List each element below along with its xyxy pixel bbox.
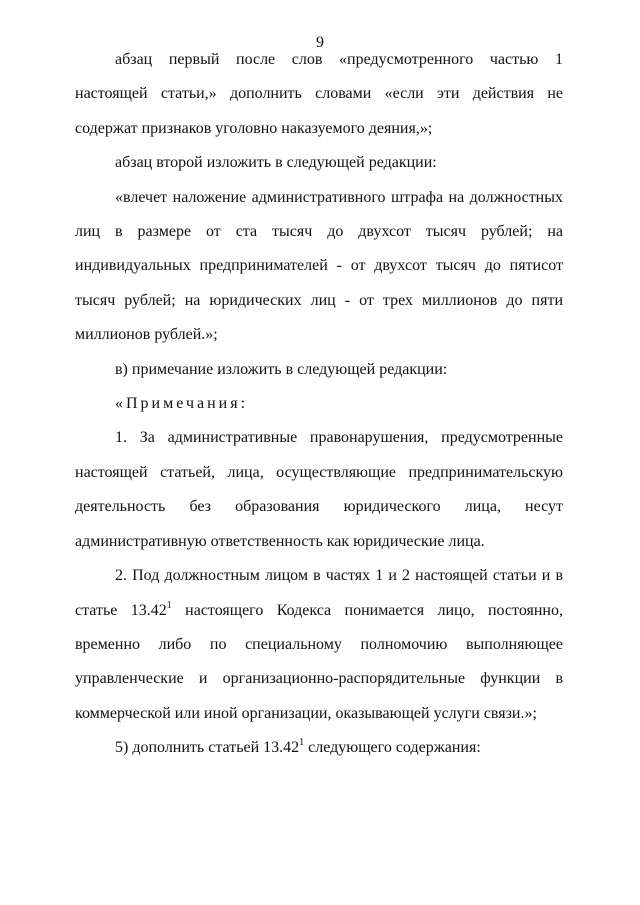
note-1-line-2: настоящей статьей, лица, осуществляющие предпринимательскую bbox=[75, 463, 563, 481]
paragraph-notes-heading: «Примечания: bbox=[115, 395, 249, 413]
paragraph-note-1 bbox=[75, 421, 563, 559]
add-article-text-end: следующего содержания: bbox=[304, 739, 481, 757]
page-number: 9 bbox=[316, 34, 324, 51]
document-body bbox=[75, 43, 563, 766]
paragraph-note-intro: в) примечание изложить в следующей редакции: bbox=[115, 360, 448, 378]
note-2-text-start: 2. Под должностным лицом в частях 1 и 2 настоящей статьи и в статье 13.42 bbox=[75, 567, 563, 619]
paragraph-fine-text: «влечет наложение административного штрафа на должностных лиц в размере от ста тысяч до двухсот тысяч рублей; на индивидуальных предпринимателей - от двухсот тысяч до пятисот тысяч рублей; на юридических лиц - от трех миллионов до пяти миллионов рублей.»; bbox=[75, 188, 563, 344]
note-1-line-3: деятельность без образования юридического лица, несут bbox=[75, 498, 563, 516]
paragraph-amend-first-abzac: абзац первый после слов «предусмотренного частью 1 настоящей статьи,» дополнить словами «если эти действия не содержат признаков уголовно наказуемого деяния,»; bbox=[75, 51, 563, 137]
note-2-text-end: настоящего Кодекса понимается лицо, постоянно, временно либо по специальному полномочию выполняющее управленческие и организационно-распорядительные функции в коммерческой или иной организации, оказывающей услуги связи.»; bbox=[75, 601, 563, 722]
paragraph-note-2 bbox=[75, 559, 563, 731]
paragraph-add-article bbox=[75, 731, 563, 765]
add-article-text-start: 5) дополнить статьей 13.42 bbox=[115, 739, 300, 757]
paragraph-second-abzac-intro: абзац второй изложить в следующей редакции: bbox=[115, 154, 437, 172]
note-1-line-4: административную ответственность как юридические лица. bbox=[75, 532, 485, 550]
note-1-line-1: 1. За административные правонарушения, предусмотренные bbox=[115, 429, 563, 447]
note-2-superscript: 1 bbox=[166, 599, 172, 611]
add-article-superscript: 1 bbox=[299, 737, 305, 749]
